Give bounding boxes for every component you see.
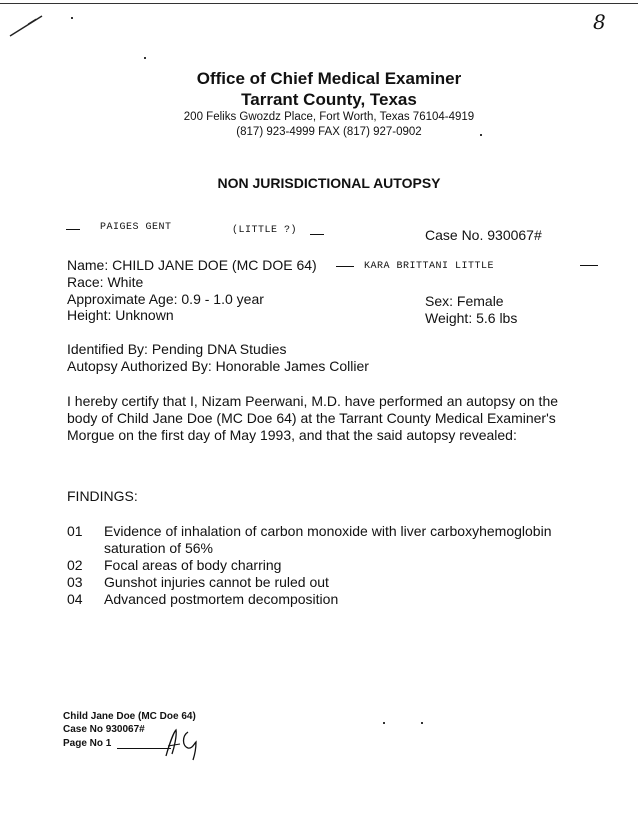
- authorized-by: Autopsy Authorized By: Honorable James Collier: [67, 358, 369, 374]
- corner-stroke-mark: [8, 10, 48, 40]
- dash-mark: [580, 265, 598, 266]
- subject-height: Height: Unknown: [67, 307, 174, 323]
- scan-speck: [421, 722, 423, 724]
- finding-text: Gunshot injuries cannot be ruled out: [104, 574, 329, 590]
- scan-top-line: [0, 3, 638, 4]
- certification-paragraph: I hereby certify that I, Nizam Peerwani, M.D. have performed an autopsy on the body of Child Jane Doe (MC Doe 64) at the Tarrant County Medical Examiner's Morgue on the first day of May 1993, and that the said autopsy revealed:: [67, 393, 559, 443]
- subject-sex: Sex: Female: [425, 293, 504, 309]
- subject-weight: Weight: 5.6 lbs: [425, 310, 518, 326]
- finding-number: 02: [67, 557, 83, 573]
- dash-mark: [336, 266, 354, 267]
- findings-heading: FINDINGS:: [67, 488, 138, 504]
- page-number-mark: 8: [593, 10, 606, 34]
- scan-speck: [480, 134, 482, 136]
- subject-name: Name: CHILD JANE DOE (MC DOE 64): [67, 257, 317, 273]
- scan-speck: [144, 57, 146, 59]
- finding-text: Focal areas of body charring: [104, 557, 282, 573]
- finding-text: Evidence of inhalation of carbon monoxide with liver carboxyhemoglobin saturation of 56%: [104, 523, 552, 556]
- county-title: Tarrant County, Texas: [241, 90, 417, 109]
- annotation-little: (LITTLE ?): [232, 225, 298, 236]
- annotation-paiges-gent: PAIGES GENT: [100, 222, 172, 233]
- dash-mark: [66, 229, 80, 230]
- case-number: Case No. 930067#: [425, 227, 542, 243]
- address-line: 200 Feliks Gwozdz Place, Fort Worth, Texas 76104-4919: [183, 111, 475, 123]
- document-title: NON JURISDICTIONAL AUTOPSY: [217, 175, 441, 191]
- subject-age: Approximate Age: 0.9 - 1.0 year: [67, 291, 264, 307]
- initials-signature: [160, 724, 205, 764]
- finding-number: 04: [67, 591, 83, 607]
- finding-number: 01: [67, 523, 83, 539]
- dash-mark: [310, 234, 324, 235]
- finding-number: 03: [67, 574, 83, 590]
- phone-fax-line: (817) 923-4999 FAX (817) 927-0902: [236, 126, 422, 138]
- scan-speck: [71, 17, 73, 19]
- finding-text: Advanced postmortem decomposition: [104, 591, 339, 607]
- identified-by: Identified By: Pending DNA Studies: [67, 341, 287, 357]
- annotation-kara: KARA BRITTANI LITTLE: [364, 261, 495, 272]
- subject-race: Race: White: [67, 274, 144, 290]
- office-title: Office of Chief Medical Examiner: [196, 69, 462, 88]
- footer-subject: Child Jane Doe (MC Doe 64): [63, 711, 196, 722]
- scan-speck: [383, 722, 385, 724]
- footer-case: Case No 930067#: [63, 724, 145, 735]
- footer-page: Page No 1: [63, 738, 112, 749]
